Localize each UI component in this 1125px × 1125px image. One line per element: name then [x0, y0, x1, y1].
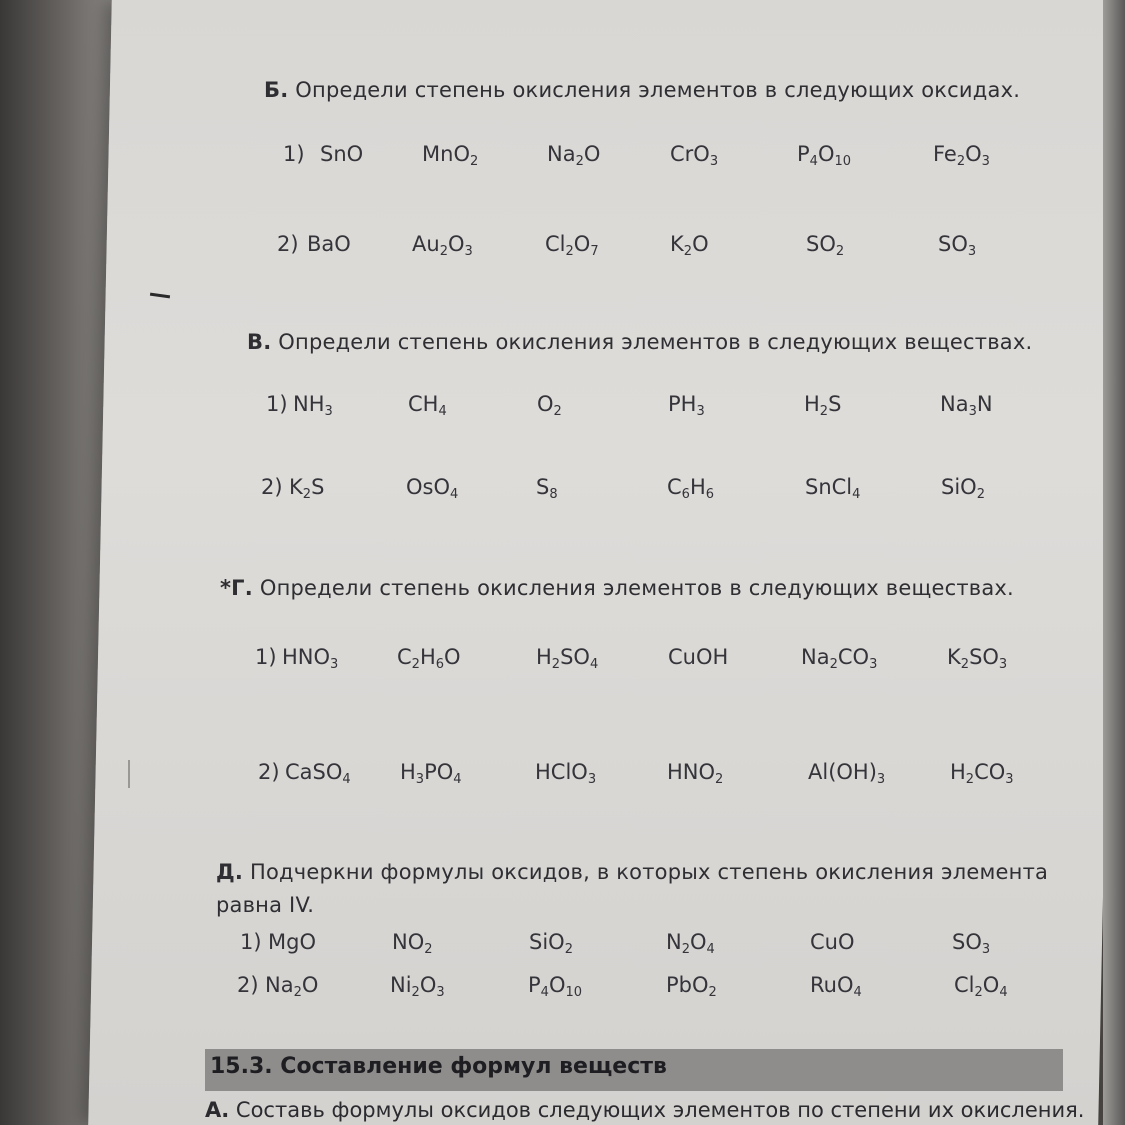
task-a-text: Составь формулы оксидов следующих элементов по степени их окисления.	[235, 1098, 1085, 1122]
formula-symbol: O	[346, 142, 364, 166]
formula-subscript: 3	[415, 772, 425, 787]
formula-symbol: PH	[668, 392, 697, 416]
formula-symbol: Na	[801, 645, 830, 669]
formula-subscript: 2	[976, 487, 985, 502]
chemical-formula[interactable]	[947, 645, 1007, 672]
formula-symbol: O	[690, 930, 707, 954]
formula-symbol: S	[311, 475, 325, 499]
task-d-letter: Д.	[216, 860, 244, 884]
formula-symbol: Mn	[422, 142, 454, 166]
chemical-formula[interactable]	[950, 760, 1014, 787]
formula-symbol: H	[804, 392, 820, 416]
task-v-letter: В.	[247, 330, 272, 354]
formula-symbol: O	[819, 232, 836, 256]
row-number: 1)	[255, 645, 277, 669]
formula-subscript: 6	[705, 487, 715, 502]
formula-symbol: N	[666, 930, 682, 954]
chemical-formula[interactable]	[412, 232, 473, 259]
formula-symbol: O	[447, 232, 465, 256]
formula-symbol: HNO	[282, 645, 331, 669]
formula-subscript: 2	[553, 404, 562, 419]
formula-subscript: 4	[999, 985, 1008, 1000]
formula-symbol: C	[667, 475, 682, 499]
formula-subscript: 4	[540, 985, 549, 1000]
formula-subscript: 2	[565, 244, 574, 259]
formula-subscript: 2	[575, 154, 584, 169]
formula-subscript: 3	[981, 942, 991, 957]
formula-symbol: SO	[952, 930, 982, 954]
chemical-formula[interactable]	[293, 392, 333, 419]
formula-subscript: 2	[469, 154, 479, 169]
task-d-text: Подчеркни формулы оксидов, в которых степень окисления элемента равна IV.	[216, 860, 1049, 917]
formula-symbol: NH	[293, 392, 325, 416]
row-number: 2)	[261, 475, 283, 499]
chemical-formula[interactable]	[390, 973, 445, 1000]
formula-symbol: Na	[940, 392, 969, 416]
task-b-letter: Б.	[264, 78, 289, 102]
formula-subscript: 3	[876, 772, 886, 787]
formula-subscript: 3	[968, 404, 977, 419]
chemical-formula[interactable]	[940, 392, 993, 419]
chemical-formula[interactable]	[938, 232, 976, 259]
formula-subscript: 3	[696, 404, 705, 419]
chemical-formula[interactable]	[808, 760, 885, 787]
chemical-formula[interactable]	[668, 392, 705, 419]
formula-symbol: P	[528, 973, 541, 997]
formula-symbol: O	[334, 232, 351, 256]
formula-symbol: Sn	[320, 142, 347, 166]
formula-symbol: OsO	[406, 475, 450, 499]
task-b-heading	[264, 78, 1020, 102]
chemical-formula[interactable]	[941, 475, 985, 502]
row-number: 2)	[258, 760, 280, 784]
formula-subscript: 4	[852, 487, 861, 502]
formula-subscript: 10	[565, 985, 583, 1000]
formula-subscript: 2	[835, 244, 845, 259]
chemical-formula[interactable]	[265, 973, 318, 1000]
formula-symbol: H	[689, 475, 706, 499]
chemical-formula[interactable]	[289, 475, 324, 502]
formula-subscript: 2	[956, 154, 966, 169]
formula-symbol: Ba	[307, 232, 335, 256]
formula-symbol: SiO	[941, 475, 977, 499]
formula-subscript: 7	[590, 244, 599, 259]
formula-symbol: CaSO	[285, 760, 343, 784]
chemical-formula[interactable]	[397, 645, 461, 672]
task-b-text: Определи степень окисления элементов в следующих оксидах.	[295, 78, 1021, 102]
formula-symbol: O	[982, 973, 1000, 997]
formula-symbol: Au	[412, 232, 440, 256]
formula-symbol: CH	[408, 392, 439, 416]
formula-subscript: 3	[324, 404, 333, 419]
formula-symbol: MgO	[268, 930, 316, 954]
formula-subscript: 2	[683, 244, 693, 259]
formula-symbol: Na	[547, 142, 576, 166]
formula-subscript: 2	[974, 985, 983, 1000]
formula-symbol: PbO	[666, 973, 709, 997]
formula-subscript: 2	[439, 244, 448, 259]
formula-subscript: 2	[960, 657, 970, 672]
formula-symbol: O	[548, 973, 566, 997]
chemical-formula[interactable]	[400, 760, 462, 787]
chemical-formula[interactable]	[535, 760, 596, 787]
formula-subscript: 8	[549, 487, 558, 502]
chemical-formula[interactable]	[536, 475, 558, 502]
chemical-formula[interactable]	[667, 760, 723, 787]
section-title: 15.3. Составление формул веществ	[210, 1054, 667, 1079]
formula-subscript: 3	[709, 154, 719, 169]
formula-subscript: 3	[998, 657, 1008, 672]
formula-subscript: 3	[587, 772, 597, 787]
task-a-heading	[205, 1098, 1084, 1122]
formula-symbol: O	[583, 142, 601, 166]
formula-symbol: HNO	[667, 760, 716, 784]
formula-symbol: H	[400, 760, 416, 784]
task-d-heading	[216, 856, 1066, 922]
chemical-formula[interactable]	[268, 930, 316, 954]
formula-symbol: O	[692, 232, 709, 256]
formula-subscript: 4	[342, 772, 351, 787]
chemical-formula[interactable]	[933, 142, 990, 169]
formula-subscript: 3	[967, 244, 977, 259]
formula-subscript: 2	[708, 985, 717, 1000]
formula-symbol: Ni	[390, 973, 412, 997]
chemical-formula[interactable]	[529, 930, 573, 957]
formula-symbol: O	[951, 232, 968, 256]
formula-subscript: 4	[450, 487, 459, 502]
formula-symbol: SO	[560, 645, 590, 669]
formula-symbol: S	[536, 475, 550, 499]
formula-symbol: H	[950, 760, 966, 784]
chemical-formula[interactable]	[285, 760, 351, 787]
formula-symbol: K	[670, 232, 684, 256]
formula-symbol: N	[976, 392, 993, 416]
formula-subscript: 4	[853, 985, 862, 1000]
chemical-formula[interactable]	[797, 142, 851, 169]
pencil-mark	[128, 760, 130, 788]
row-number: 1)	[266, 392, 288, 416]
pen-mark	[150, 293, 170, 299]
formula-symbol: O	[693, 142, 710, 166]
formula-subscript: 2	[293, 985, 302, 1000]
chemical-formula[interactable]	[537, 392, 562, 419]
formula-symbol: O	[573, 232, 591, 256]
task-a-letter: А.	[205, 1098, 230, 1122]
formula-subscript: 2	[829, 657, 838, 672]
task-g-letter: *Г.	[220, 576, 253, 600]
formula-symbol: H	[536, 645, 552, 669]
formula-subscript: 2	[551, 657, 561, 672]
chemical-formula[interactable]	[666, 930, 715, 957]
formula-symbol: SnCl	[805, 475, 853, 499]
formula-subscript: 2	[564, 942, 573, 957]
task-v-heading	[247, 330, 1032, 354]
formula-subscript: 4	[453, 772, 462, 787]
chemical-formula[interactable]	[801, 645, 877, 672]
row-number: 2)	[277, 232, 299, 256]
chemical-formula[interactable]	[547, 142, 600, 169]
formula-subscript: 3	[436, 985, 445, 1000]
formula-symbol: P	[797, 142, 810, 166]
formula-subscript: 6	[435, 657, 445, 672]
chemical-formula[interactable]	[670, 232, 709, 259]
formula-symbol: HClO	[535, 760, 588, 784]
formula-symbol: H	[419, 645, 436, 669]
chemical-formula[interactable]	[392, 930, 433, 957]
formula-symbol: O	[453, 142, 470, 166]
formula-subscript: 4	[589, 657, 599, 672]
formula-symbol: SO	[969, 645, 999, 669]
formula-subscript: 2	[965, 772, 975, 787]
formula-subscript: 2	[681, 942, 690, 957]
formula-symbol: O	[419, 973, 437, 997]
row-number: 1)	[240, 930, 262, 954]
task-g-text: Определи степень окисления элементов в следующих веществах.	[259, 576, 1014, 600]
chemical-formula[interactable]	[952, 930, 990, 957]
formula-symbol: Fe	[933, 142, 957, 166]
formula-symbol: O	[301, 973, 319, 997]
chemical-formula[interactable]	[422, 142, 478, 169]
formula-subscript: 3	[981, 154, 990, 169]
chemical-formula[interactable]	[804, 392, 841, 419]
chemical-formula[interactable]	[406, 475, 458, 502]
formula-subscript: 10	[834, 154, 852, 169]
task-g-heading	[220, 576, 1014, 600]
formula-symbol: NO	[392, 930, 425, 954]
chemical-formula[interactable]	[536, 645, 598, 672]
chemical-formula[interactable]	[528, 973, 582, 1000]
chemical-formula[interactable]	[320, 142, 363, 166]
chemical-formula[interactable]	[810, 973, 862, 1000]
formula-subscript: 4	[809, 154, 818, 169]
formula-symbol: Cl	[954, 973, 975, 997]
chemical-formula[interactable]	[307, 232, 351, 256]
row-number: 1)	[283, 142, 305, 166]
chemical-formula[interactable]	[668, 645, 728, 669]
formula-subscript: 3	[330, 657, 339, 672]
formula-subscript: 2	[424, 942, 433, 957]
formula-symbol: Cl	[545, 232, 566, 256]
formula-symbol: O	[817, 142, 835, 166]
formula-symbol: CuO	[810, 930, 855, 954]
chemical-formula[interactable]	[667, 475, 714, 502]
row-number: 2)	[237, 973, 259, 997]
formula-symbol: CO	[837, 645, 870, 669]
chemical-formula[interactable]	[954, 973, 1008, 1000]
formula-symbol: S	[806, 232, 820, 256]
formula-subscript: 2	[411, 985, 420, 1000]
chemical-formula[interactable]	[670, 142, 718, 169]
chemical-formula[interactable]	[282, 645, 338, 672]
chemical-formula[interactable]	[810, 930, 855, 954]
formula-symbol: C	[397, 645, 412, 669]
formula-subscript: 2	[411, 657, 420, 672]
formula-subscript: 4	[438, 404, 447, 419]
formula-symbol: CO	[974, 760, 1006, 784]
formula-symbol: S	[828, 392, 842, 416]
formula-subscript: 3	[869, 657, 878, 672]
formula-subscript: 3	[1005, 772, 1014, 787]
formula-symbol: RuO	[810, 973, 854, 997]
formula-subscript: 2	[819, 404, 829, 419]
formula-symbol: Cr	[670, 142, 694, 166]
formula-symbol: CuOH	[668, 645, 729, 669]
formula-symbol: Na	[265, 973, 294, 997]
formula-symbol: SiO	[529, 930, 565, 954]
task-v-text: Определи степень окисления элементов в следующих веществах.	[278, 330, 1033, 354]
chemical-formula[interactable]	[545, 232, 599, 259]
formula-symbol: S	[938, 232, 952, 256]
formula-symbol: Al(OH)	[808, 760, 877, 784]
formula-symbol: O	[537, 392, 554, 416]
chemical-formula[interactable]	[806, 232, 844, 259]
formula-subscript: 4	[706, 942, 715, 957]
formula-symbol: K	[289, 475, 303, 499]
formula-subscript: 2	[302, 487, 312, 502]
chemical-formula[interactable]	[666, 973, 717, 1000]
formula-subscript: 3	[464, 244, 473, 259]
formula-symbol: K	[947, 645, 961, 669]
chemical-formula[interactable]	[805, 475, 860, 502]
formula-symbol: PO	[424, 760, 454, 784]
formula-symbol: O	[444, 645, 461, 669]
chemical-formula[interactable]	[408, 392, 447, 419]
formula-subscript: 2	[715, 772, 724, 787]
formula-subscript: 6	[681, 487, 690, 502]
formula-symbol: O	[965, 142, 982, 166]
